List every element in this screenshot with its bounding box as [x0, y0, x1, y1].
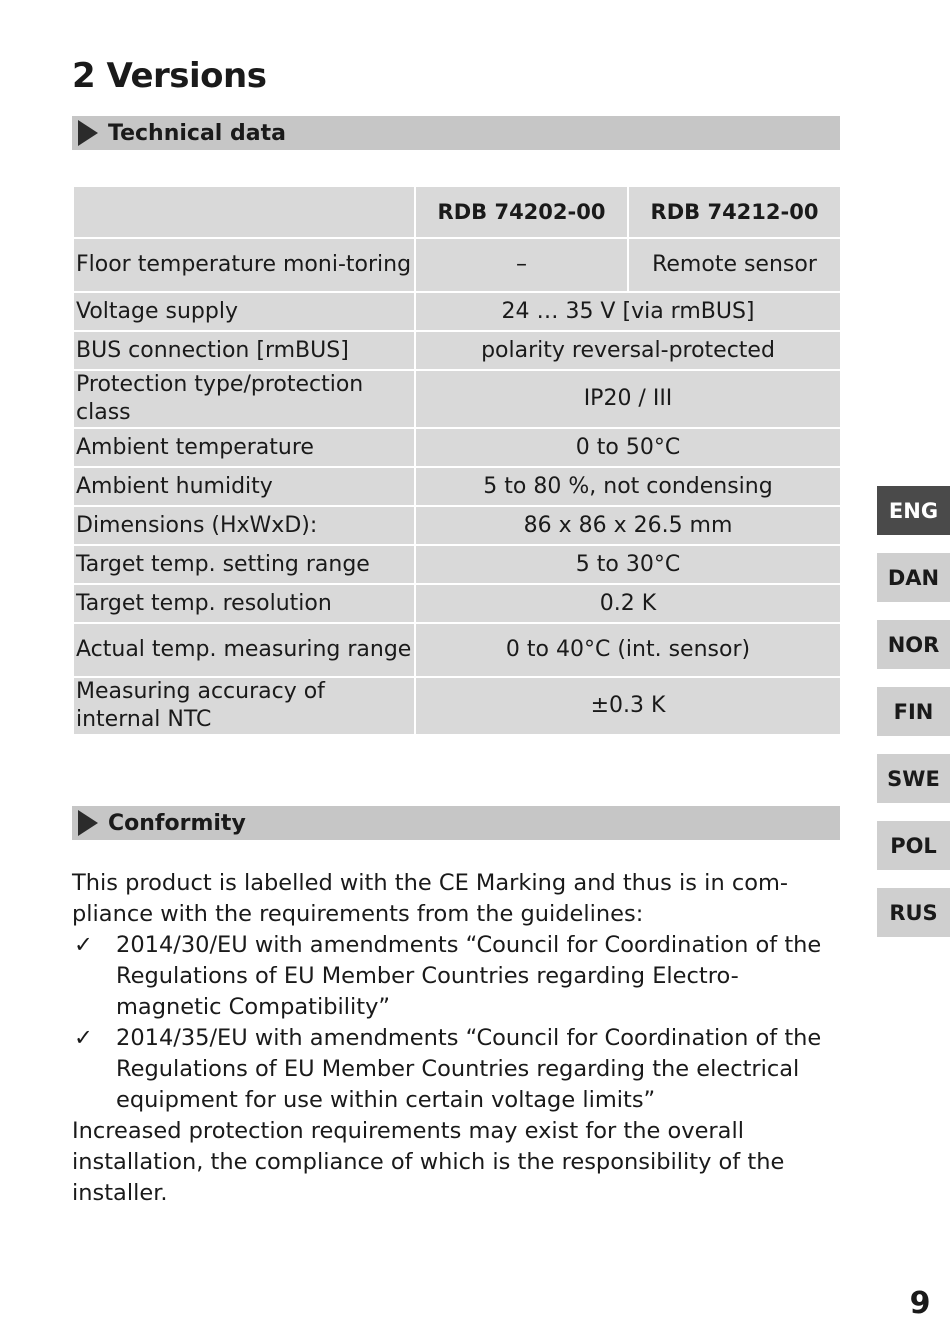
- page-number: 9: [909, 1286, 931, 1321]
- triangle-bullet-icon: [78, 120, 98, 146]
- table-row: [74, 624, 840, 676]
- row-label: Protection type/protection class: [74, 371, 414, 427]
- list-item: [72, 1023, 837, 1116]
- language-tab-pol[interactable]: POL: [877, 821, 950, 870]
- table-row: [74, 546, 840, 583]
- table-row: [74, 239, 840, 291]
- row-value: 86 x 86 x 26.5 mm: [416, 507, 840, 544]
- row-value: 5 to 30°C: [416, 546, 840, 583]
- section-header-conformity: [72, 806, 840, 840]
- table-header-model-1: RDB 74202-00: [416, 187, 627, 237]
- table-row: [74, 332, 840, 369]
- technical-data-table: [72, 185, 842, 736]
- row-label: BUS connection [rmBUS]: [74, 332, 414, 369]
- table-row: [74, 468, 840, 505]
- language-tab-eng[interactable]: ENG: [877, 486, 950, 535]
- table-row: [74, 507, 840, 544]
- section-title: Conformity: [108, 810, 246, 836]
- row-value: ±0.3 K: [416, 678, 840, 734]
- conformity-text: [72, 868, 837, 1209]
- row-value: polarity reversal-protected: [416, 332, 840, 369]
- row-label: Ambient temperature: [74, 429, 414, 466]
- row-value: 0 to 40°C (int. sensor): [416, 624, 840, 676]
- list-item-text: 2014/35/EU with amendments “Council for Coordination of the Regulations of EU Member Countries regarding the electrical equipment for use within certain voltage limits”: [116, 1025, 822, 1113]
- row-label: Measuring accuracy of internal NTC: [74, 678, 414, 734]
- row-label: Target temp. resolution: [74, 585, 414, 622]
- table-row: [74, 293, 840, 330]
- row-value: 0.2 K: [416, 585, 840, 622]
- table-row: [74, 371, 840, 427]
- row-value-model-2: Remote sensor: [629, 239, 840, 291]
- section-header-technical-data: [72, 116, 840, 150]
- language-tab-nor[interactable]: NOR: [877, 620, 950, 669]
- row-value: 0 to 50°C: [416, 429, 840, 466]
- conformity-outro: Increased protection requirements may exist for the overall installation, the compliance of which is the responsibility of the installer.: [72, 1118, 785, 1206]
- row-label: Dimensions (HxWxD):: [74, 507, 414, 544]
- section-title: Technical data: [108, 120, 286, 146]
- checkmark-icon: ✓: [74, 1025, 93, 1051]
- row-value-model-1: –: [416, 239, 627, 291]
- table-row: [74, 585, 840, 622]
- page-title: 2 Versions: [72, 56, 267, 96]
- row-label: Target temp. setting range: [74, 546, 414, 583]
- list-item-text: 2014/30/EU with amendments “Council for Coordination of the Regulations of EU Member Countries regarding Electro-magnetic Compatibility”: [116, 932, 822, 1020]
- table-header-empty: [74, 187, 414, 237]
- row-value: 5 to 80 %, not condensing: [416, 468, 840, 505]
- row-label: Ambient humidity: [74, 468, 414, 505]
- triangle-bullet-icon: [78, 810, 98, 836]
- row-value: 24 … 35 V [via rmBUS]: [416, 293, 840, 330]
- language-tab-fin[interactable]: FIN: [877, 687, 950, 736]
- language-tab-rus[interactable]: RUS: [877, 888, 950, 937]
- table-row: [74, 678, 840, 734]
- row-value: IP20 / III: [416, 371, 840, 427]
- checkmark-icon: ✓: [74, 932, 93, 958]
- row-label: Actual temp. measuring range: [74, 624, 414, 676]
- list-item: [72, 930, 837, 1023]
- conformity-intro: This product is labelled with the CE Marking and thus is in com-pliance with the requirements from the guidelines:: [72, 870, 789, 927]
- table-header-model-2: RDB 74212-00: [629, 187, 840, 237]
- language-tab-swe[interactable]: SWE: [877, 754, 950, 803]
- language-tab-dan[interactable]: DAN: [877, 553, 950, 602]
- row-label: Floor temperature moni-toring: [74, 239, 414, 291]
- table-row: [74, 429, 840, 466]
- row-label: Voltage supply: [74, 293, 414, 330]
